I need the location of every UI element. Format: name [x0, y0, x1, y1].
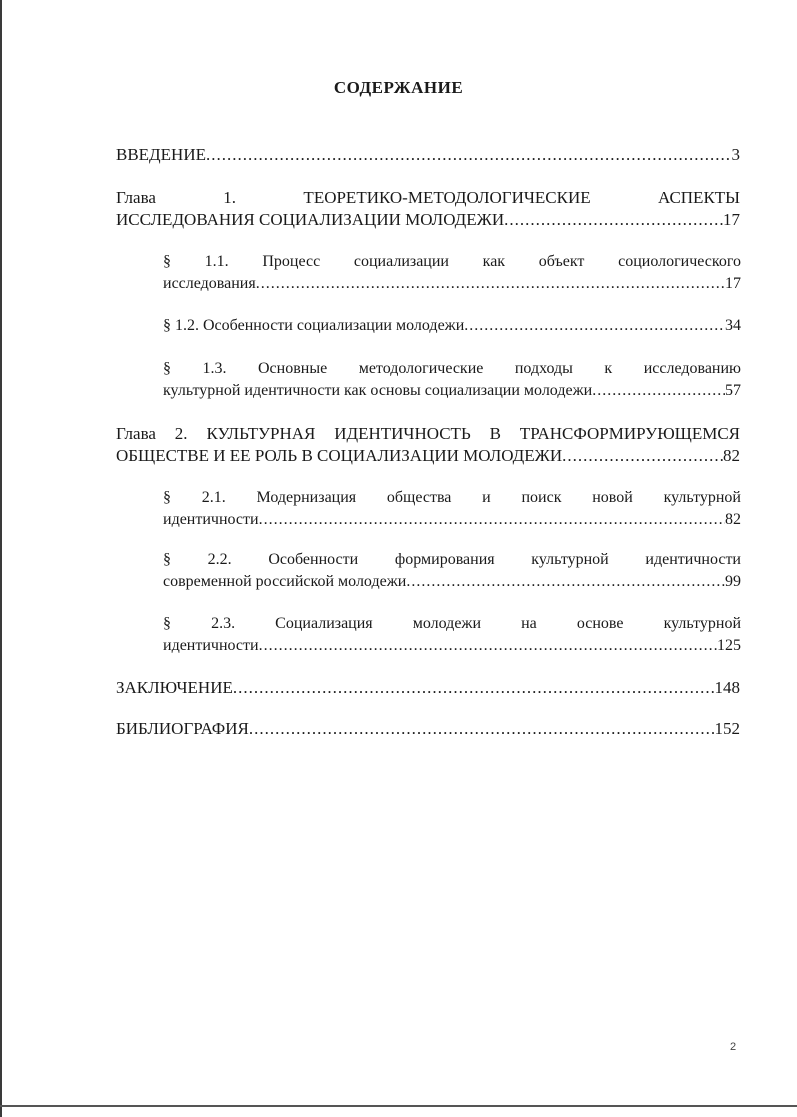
toc-entry-section-1-1: [163, 251, 741, 295]
toc-page-number: 17: [725, 275, 741, 292]
toc-entry-text-line1: § 1.1. Процесс социализации как объект социологического: [163, 253, 741, 270]
toc-line: [163, 380, 741, 402]
toc-entry-text: ВВЕДЕНИЕ: [116, 145, 206, 164]
toc-entry-section-2-3: [163, 613, 741, 657]
toc-line: [116, 209, 740, 231]
dot-leader: [504, 209, 723, 231]
toc-page-number: 82: [725, 511, 741, 528]
dot-leader: [256, 273, 725, 295]
toc-entry-chapter-2: [116, 423, 740, 467]
toc-line: [163, 273, 741, 295]
toc-entry-text-line2: культурной идентичности как основы социализации молодежи: [163, 382, 593, 399]
toc-page-number: 152: [714, 719, 740, 738]
dot-leader: [562, 445, 723, 467]
dot-leader: [406, 571, 725, 593]
toc-line: [163, 635, 741, 657]
dot-leader: [249, 718, 715, 740]
toc-entry-chapter-1: [116, 187, 740, 231]
toc-page-number: 148: [714, 678, 740, 697]
dot-leader: [259, 509, 725, 531]
toc-entry-text-line1: § 1.3. Основные методологические подходы к исследованию: [163, 360, 741, 377]
dot-leader: [206, 144, 732, 166]
toc-page-number: 57: [725, 382, 741, 399]
toc-entry-text-line1: Глава 1. ТЕОРЕТИКО-МЕТОДОЛОГИЧЕСКИЕ АСПЕКТЫ: [116, 188, 740, 207]
toc-entry-text-line2: ОБЩЕСТВЕ И ЕЕ РОЛЬ В СОЦИАЛИЗАЦИИ МОЛОДЕЖИ: [116, 446, 563, 465]
dot-leader: [592, 380, 725, 402]
page-number: 2: [730, 1041, 737, 1053]
toc-entry-text-line1: § 2.1. Модернизация общества и поиск новой культурной: [163, 489, 741, 506]
toc-line: [116, 445, 740, 467]
toc-entry-text-line2: идентичности: [163, 511, 259, 528]
toc-entry-section-1-2: [163, 315, 741, 337]
toc-page-number: 3: [731, 145, 740, 164]
toc-line: [163, 509, 741, 531]
toc-line: [163, 315, 741, 337]
toc-line: [116, 677, 740, 699]
dot-leader: [233, 677, 715, 699]
toc-entry-section-2-2: [163, 549, 741, 593]
toc-entry-bibliography: [116, 718, 740, 740]
toc-entry-introduction: [116, 144, 740, 166]
toc-entry-text-line2: идентичности: [163, 637, 259, 654]
toc-entry-text: ЗАКЛЮЧЕНИЕ: [116, 678, 233, 697]
scan-bottom-edge: [0, 1105, 797, 1107]
toc-entry-conclusion: [116, 677, 740, 699]
toc-entry-text-line2: исследования: [163, 275, 256, 292]
toc-entry-section-2-1: [163, 487, 741, 531]
dot-leader: [259, 635, 717, 657]
toc-line: [116, 144, 740, 166]
toc-page-number: 34: [725, 317, 741, 334]
toc-entry-text-line1: Глава 2. КУЛЬТУРНАЯ ИДЕНТИЧНОСТЬ В ТРАНСФОРМИРУЮЩЕМСЯ: [116, 424, 740, 443]
toc-entry-text-line1: § 2.3. Социализация молодежи на основе культурной: [163, 615, 741, 632]
toc-entry-text: БИБЛИОГРАФИЯ: [116, 719, 249, 738]
toc-entry-section-1-3: [163, 358, 741, 402]
toc-page-number: 99: [725, 573, 741, 590]
toc-entry-text-line1: § 2.2. Особенности формирования культурной идентичности: [163, 551, 741, 568]
toc-page-number: 17: [723, 210, 740, 229]
dot-leader: [464, 315, 725, 337]
toc-page-number: 82: [723, 446, 740, 465]
scan-left-edge: [0, 0, 2, 1117]
toc-entry-text-line2: ИССЛЕДОВАНИЯ СОЦИАЛИЗАЦИИ МОЛОДЕЖИ: [116, 210, 505, 229]
page-title: СОДЕРЖАНИЕ: [333, 78, 464, 97]
toc-entry-text-line2: современной российской молодежи: [163, 573, 407, 590]
toc-page-number: 125: [717, 637, 741, 654]
toc-line: [163, 571, 741, 593]
toc-line: [116, 718, 740, 740]
toc-entry-text: § 1.2. Особенности социализации молодежи: [163, 317, 465, 334]
